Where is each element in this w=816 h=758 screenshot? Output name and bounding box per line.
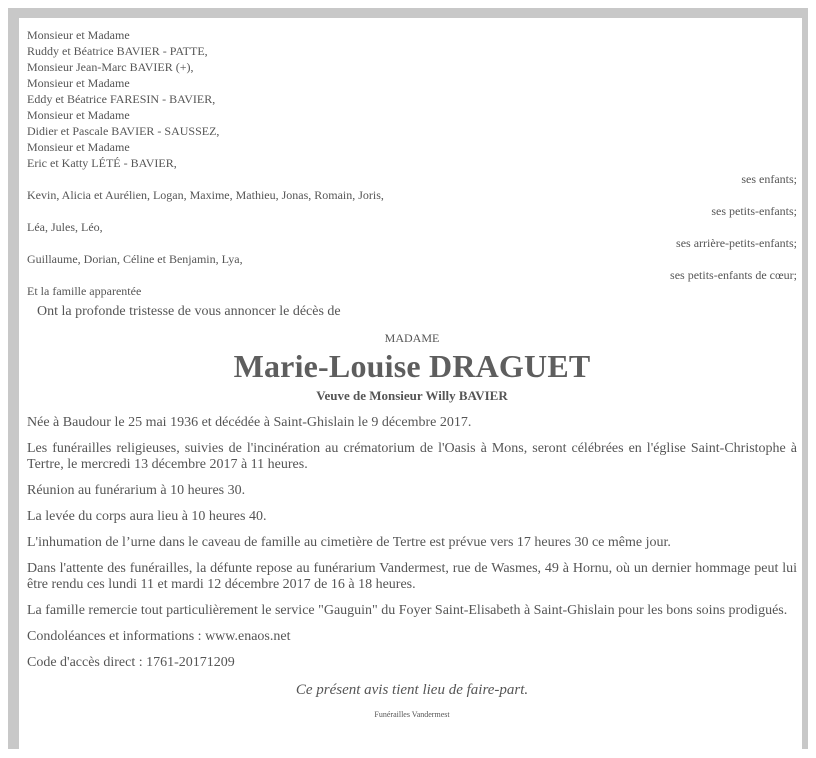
urn-burial: L'inhumation de l’urne dans le caveau de famille au cimetière de Tertre est prévue vers 17 heures 30 ce même jour.	[27, 535, 671, 550]
notice-frame	[8, 8, 808, 749]
notice-content	[27, 27, 797, 720]
funeral-details: Les funérailles religieuses, suivies de l'incinération au crématorium de l'Oasis à Mons, seront célébrées en l'église Saint-Christophe à Tertre, le mercredi 13 décembre 2017 à 11 heures.	[27, 441, 797, 472]
condolences-link[interactable]: Condoléances et informations : www.enaos.net	[27, 629, 291, 644]
role-heart-grandchildren: ses petits-enfants de cœur;	[670, 268, 797, 282]
funeral-home: Funérailles Vandermest	[374, 710, 450, 719]
role-great-grandchildren: ses arrière-petits-enfants;	[676, 236, 797, 250]
family-line: Ruddy et Béatrice BAVIER - PATTE,	[27, 44, 208, 58]
great-grandchildren-names: Léa, Jules, Léo,	[27, 220, 103, 234]
thanks: La famille remercie tout particulièrement le service "Gauguin" du Foyer Saint-Elisabeth à Saint-Ghislain pour les bons soins prodigués.	[27, 603, 788, 618]
widow-of: Veuve de Monsieur Willy BAVIER	[316, 388, 508, 403]
family-line: Monsieur et Madame	[27, 28, 130, 42]
deceased-title: MADAME	[384, 331, 440, 345]
viewing-details: Dans l'attente des funérailles, la défunte repose au funérarium Vandermest, rue de Wasmes, 49 à Hornu, où un dernier hommage peut lui être rendu ces lundi 11 et mardi 12 décembre 2017 de 16 à 18 heures.	[27, 561, 797, 592]
extended-family: Et la famille apparentée	[27, 284, 142, 298]
birth-death-dates: Née à Baudour le 25 mai 1936 et décédée à Saint-Ghislain le 9 décembre 2017.	[27, 415, 472, 430]
family-line: Eddy et Béatrice FARESIN - BAVIER,	[27, 92, 216, 106]
closing-note: Ce présent avis tient lieu de faire-part.	[295, 682, 529, 698]
family-line: Monsieur et Madame	[27, 108, 130, 122]
heart-grandchildren-names: Guillaume, Dorian, Céline et Benjamin, Lya,	[27, 252, 243, 266]
family-line: Monsieur Jean-Marc BAVIER (+),	[27, 60, 194, 74]
family-line: Monsieur et Madame	[27, 140, 130, 154]
departure-time: La levée du corps aura lieu à 10 heures 40.	[27, 509, 267, 524]
role-children: ses enfants;	[741, 172, 797, 186]
announcement-intro: Ont la profonde tristesse de vous annoncer le décès de	[37, 304, 341, 319]
grandchildren-names: Kevin, Alicia et Aurélien, Logan, Maxime, Mathieu, Jonas, Romain, Joris,	[27, 188, 384, 202]
deceased-name: Marie-Louise DRAGUET	[233, 348, 591, 384]
gathering-time: Réunion au funérarium à 10 heures 30.	[27, 483, 246, 498]
family-list	[27, 27, 797, 299]
family-line: Didier et Pascale BAVIER - SAUSSEZ,	[27, 124, 220, 138]
death-notice	[19, 18, 802, 749]
family-line: Monsieur et Madame	[27, 76, 130, 90]
access-code: Code d'accès direct : 1761-20171209	[27, 655, 235, 670]
family-line: Eric et Katty LÉTÉ - BAVIER,	[27, 156, 177, 170]
role-grandchildren: ses petits-enfants;	[711, 204, 797, 218]
